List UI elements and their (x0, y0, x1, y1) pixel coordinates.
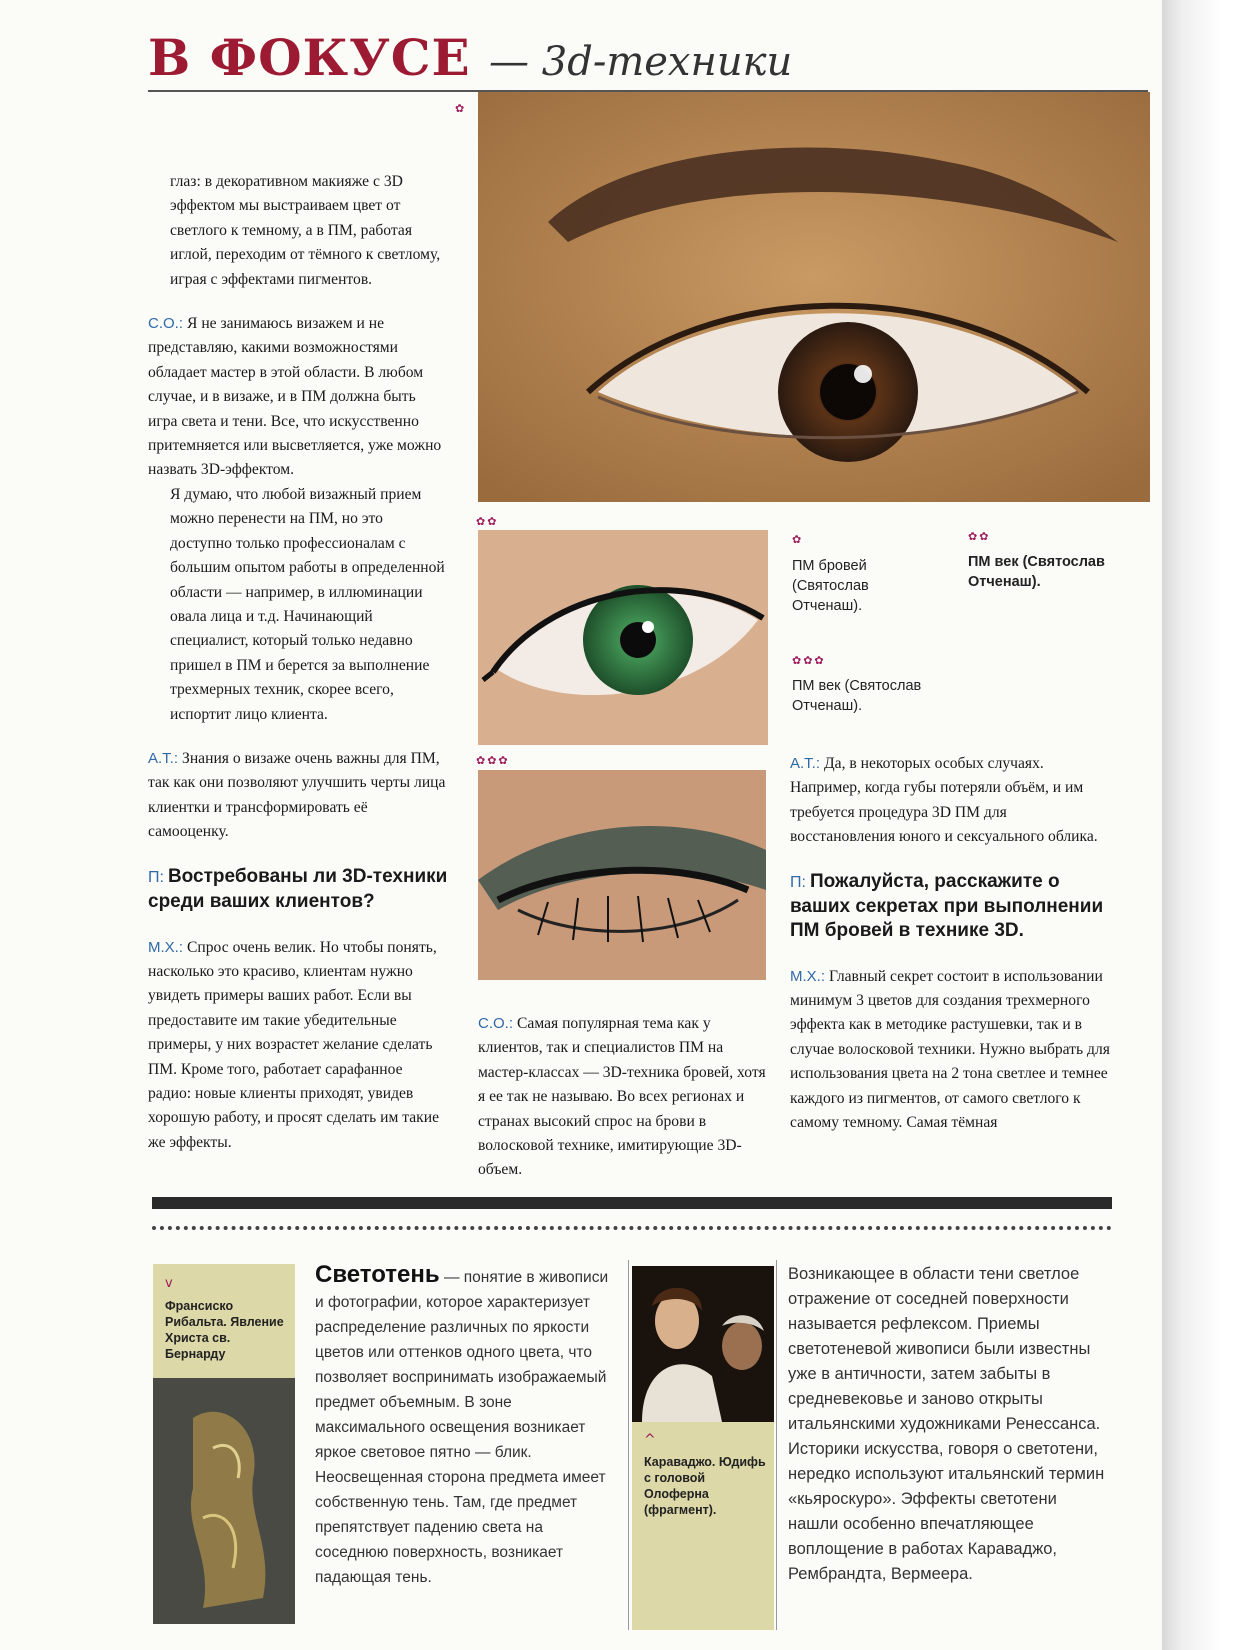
dotted-divider (152, 1226, 1112, 1230)
caravaggio-painting (632, 1266, 774, 1422)
caravaggio-marker: ^ (644, 1432, 658, 1448)
speaker-label: С.О.: (148, 315, 184, 333)
sidebar-separator-1 (628, 1260, 629, 1630)
reflex-paragraph: Возникающее в области тени светлое отражение от соседней поверхности называется рефлексом. Приемы светотеневой живописи были известны уже в античности, затем забыты в средневековье и заново открыты итальянскими художниками Ренессанса. Историки искусства, говоря о светотени, нередко используют итальянский термин «кьяроскуро». Эффекты светотени нашли особенно впечатляющее воплощение в работах Караваджо, Рембрандта, Вермеера. (788, 1265, 1105, 1583)
left-paragraph-4 (148, 747, 448, 845)
title-main: В ФОКУСЕ (148, 28, 471, 87)
brow-eye-photo (478, 92, 1150, 502)
chiaroscuro-term: Светотень (315, 1261, 440, 1288)
ribalta-box (153, 1264, 295, 1624)
sidebar-separator-2 (776, 1260, 777, 1630)
right-paragraph-2-text: Главный секрет состоит в использовании минимум 3 цветов для создания трехмерного эффекта как в методике растушевки, так и в случае волосковой техники. Нужно выбрать для использования цвета на 2 тона светлее и темнее каждого из пигментов, от самого светлого к самому темному. Самая тёмная (790, 967, 1110, 1132)
speaker-label: А.Т.: (790, 755, 821, 772)
left-paragraph-2 (148, 312, 448, 483)
ribalta-painting-illustration (153, 1378, 295, 1624)
right-column (790, 752, 1112, 1155)
section-divider (152, 1197, 1112, 1209)
speaker-label: М.Х.: (790, 967, 826, 985)
caption-marker-1: ✿ (792, 533, 804, 546)
caption-eyelid-2: ПМ век (Святослав Отченаш). (792, 678, 922, 714)
right-paragraph-2 (790, 965, 1112, 1136)
middle-paragraph (478, 1012, 768, 1183)
caption-marker-3: ✿✿✿ (792, 654, 826, 667)
right-paragraph-1 (790, 752, 1112, 850)
left-paragraph-1: глаз: в декоративном макияже с 3D эффектом мы выстраиваем цвет от светлого к темному, а в ПМ, работая иглой, переходим от тёмного к светлому, играя с эффектами пигментов. (170, 173, 441, 288)
left-question (148, 865, 448, 914)
green-eye-photo (478, 530, 768, 745)
ribalta-caption: Франсиско Рибальта. Явление Христа св. Бернарду (165, 1299, 284, 1361)
speaker-label: С.О.: (478, 1015, 514, 1032)
title-subtitle: — 3d-техники (489, 39, 793, 85)
smoky-eye-illustration (478, 770, 766, 980)
left-paragraph-5-text: Спрос очень велик. Но чтобы понять, насколько это красиво, клиентам нужно увидеть примеры ваших работ. Если вы предоставите им такие убедительные примеры, у них возрастет желание сделать ПМ. Кроме того, работает сарафанное радио: новые клиенты приходят, увидев хорошую работу, и просят сделать им такие же эффекты. (148, 938, 439, 1151)
left-paragraph-5 (148, 936, 448, 1156)
speaker-label: П: (790, 873, 806, 891)
photo-marker-2: ✿✿ (476, 515, 499, 528)
brow-eye-illustration (478, 92, 1150, 502)
caption-brow: ПМ бровей (Святослав Отченаш). (792, 558, 869, 614)
left-paragraph-4-text: Знания о визаже очень важны для ПМ, так как они позволяют улучшить черты лица клиентки и трансформировать её самооценку. (148, 749, 446, 841)
chiaroscuro-definition-text: — понятие в живописи и фотографии, которое характеризует распределение различных по яркости цветов или оттенков одного цвета, что позволяет воспринимать изображаемый предмет объемным. В зоне максимального освещения возникает яркое световое пятно — блик. Неосвещенная сторона предмета имеет собственную тень. Там, где предмет препятствует падению света на соседнюю поверхность, возникает падающая тень. (315, 1269, 609, 1586)
page-title (148, 28, 792, 87)
ribalta-marker: v (165, 1276, 175, 1291)
middle-column (478, 1012, 768, 1203)
speaker-label: М.Х.: (148, 938, 184, 956)
right-question (790, 870, 1112, 943)
middle-paragraph-text: Самая популярная тема как у клиентов, так и специалистов ПМ на мастер-классах — 3D-техника бровей, хотя я ее так не называю. Во всех регионах и странах высокий спрос на брови в волосковой технике, имитирующие 3D-объем. (478, 1015, 766, 1179)
page-edge (1162, 0, 1240, 1650)
caravaggio-caption: Караваджо. Юдифь с головой Олоферна (фрагмент). (644, 1455, 766, 1517)
left-column (148, 170, 448, 1175)
right-paragraph-1-text: Да, в некоторых особых случаях. Например, когда губы потеряли объём, и им требуется процедура 3D ПМ для восстановления юного и сексуального облика. (790, 755, 1098, 846)
speaker-label: А.Т.: (148, 749, 179, 767)
caption-marker-2: ✿✿ (968, 530, 991, 543)
caption-eyelid-1: ПМ век (Святослав Отченаш). (968, 554, 1105, 590)
speaker-label: П: (148, 868, 164, 886)
chiaroscuro-definition (315, 1262, 615, 1590)
green-eye-illustration (478, 530, 768, 745)
photo-marker-3: ✿✿✿ (476, 754, 510, 767)
ribalta-painting (153, 1378, 295, 1624)
right-question-text: Пожалуйста, расскажите о ваших секретах при выполнении ПМ бровей в технике 3D. (790, 870, 1104, 941)
caravaggio-box (632, 1266, 774, 1630)
left-paragraph-2-text: Я не занимаюсь визажем и не представляю, какими возможностями обладает мастер в этой области. В любом случае, и в визаже, и в ПМ должна быть игра света и тени. Все, что искусственно притемняется или высветляется, уже можно назвать 3D-эффектом. (148, 315, 442, 479)
smoky-eye-photo (478, 770, 766, 980)
caravaggio-painting-illustration (632, 1266, 774, 1422)
photo-marker-1: ✿ (455, 102, 467, 115)
left-paragraph-3: Я думаю, что любой визажный прием можно перенести на ПМ, но это доступно только профессионалам с большим опытом работы в определенной области — например, в иллюминации овала лица и т.д. Начинающий специалист, который только недавно пришел в ПМ и берется за выполнение трехмерных техник, скорее всего, испортит лицо клиента. (170, 485, 445, 723)
left-question-text: Востребованы ли 3D-техники среди ваших клиентов? (148, 865, 448, 912)
